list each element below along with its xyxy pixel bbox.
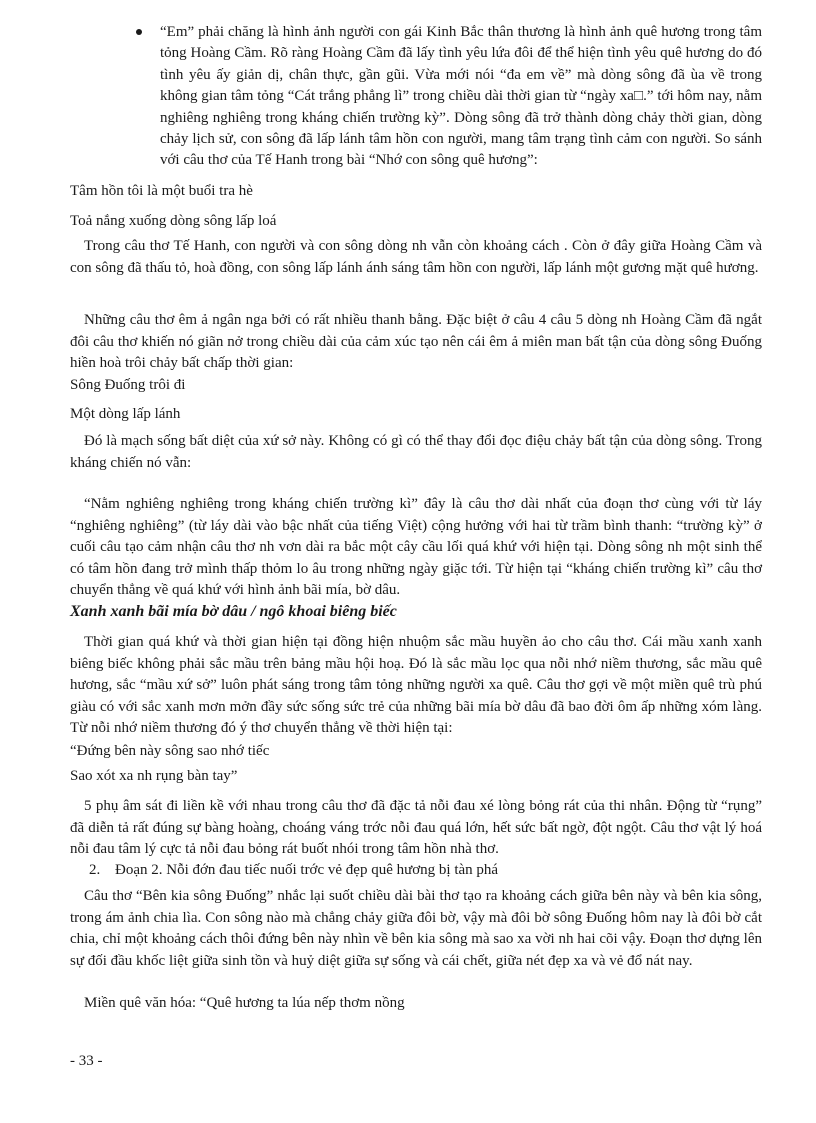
page-number: - 33 - (70, 1053, 103, 1069)
list-number: 2. (89, 862, 101, 878)
numbered-heading-text: Đoạn 2. Nỗi đớn đau tiếc nuối trớc vẻ đẹp quê hương bị tàn phá (115, 862, 499, 878)
verse-line: Sông Đuống trôi đi (70, 377, 186, 393)
paragraph: “Nằm nghiêng nghiêng trong kháng chiến trường kì” đây là câu thơ dài nhất của đoạn thơ cùng với từ láy “nghiêng nghiêng” (từ láy dài vào bậc nhất của tiếng Việt) cộng hưởng với hai từ trầm bình thanh: “trường kỳ” ở cuối câu tạo cảm nhận câu thơ nh vơn dài ra bắc một cây cầu lối quá khứ với hiện tại. Dòng sông nh một sinh thể có tâm hồn đang trở mình thấp thỏm lo âu trong những ngày giặc tới. Từ hiện tại “kháng chiến trường kì” câu thơ chuyển thẳng về quá khứ với hình ảnh bãi mía, bờ dâu. (70, 496, 762, 598)
paragraph: 5 phụ âm sát đi liền kề với nhau trong câu thơ đã đặc tả nỗi đau xé lòng bỏng rát của thi nhân. Động từ “rụng” đã diễn tả rất đúng sự bàng hoàng, choáng váng trớc nỗi đau quá lớn, hết sức bất ngờ, đột ngột. Câu thơ vật lý hoá nỗi đau tâm lý cực tả nỗi đau bỏng rát buốt nhói trong tâm hồn nhà thơ. (70, 798, 762, 857)
paragraph: Trong câu thơ Tế Hanh, con người và con sông dòng nh vẫn còn khoảng cách . Còn ở đây giữa Hoàng Cầm và con sông đã thấu tỏ, hoà đồng, con sông lấp lánh ánh sáng tâm hồn con người, lấp lánh một gương mặt quê hương. (70, 238, 762, 276)
bullet-text: “Em” phải chăng là hình ảnh người con gái Kinh Bắc thân thương là hình ảnh quê hương trong tâm tỏng Hoàng Cầm. Rõ ràng Hoàng Cầm đã lấy tình yêu lứa đôi để thể hiện tình yêu quê hương do đó tình yêu ấy giản dị, chân thực, gần gũi. Vừa mới nói “đa em về” mà dòng sông đã ùa về trong không gian tâm tỏng “Cát trắng phẳng lì” trong chiều dài thời gian từ “ngày xa□.” tới hôm nay, nằm nghiêng nghiêng trong kháng chiến trường kỳ”. Dòng sông đã trở thành dòng chảy thời gian, dòng chảy lịch sử, con sông đã lấp lánh tâm hồn con người, mang tâm trạng tình cảm con người. So sánh với câu thơ của Tế Hanh trong bài “Nhớ con sông quê hương”: (160, 24, 762, 169)
verse-line: Một dòng lấp lánh (70, 406, 181, 422)
verse-line: Tâm hồn tôi là một buổi tra hè (70, 183, 253, 199)
paragraph: Đó là mạch sống bất diệt của xứ sở này. Không có gì có thể thay đổi đọc điệu chảy bất tận của dòng sông. Trong kháng chiến nó vẫn: (70, 433, 762, 471)
paragraph: Thời gian quá khứ và thời gian hiện tại đồng hiện nhuộm sắc mầu huyền ảo cho câu thơ. Cái mầu xanh xanh biêng biếc không phải sắc mầu trên bảng mầu hội hoạ. Đó là sắc mầu lọc qua nỗi nhớ niềm thương, sắc mầu quê hương, sắc “mầu xứ sở” luôn phát sáng trong tâm tỏng những người xa quê. Câu thơ gợi về một miền quê trù phú giàu có với sắc xanh mơn mởn đầy sức sống sức trẻ của những bãi mía bờ dâu đã bao đời ôm ấp những xóm làng. Từ nỗi nhớ niềm thương đó ý thơ chuyển thẳng về thời hiện tại: (70, 634, 762, 736)
verse-line: Toả nắng xuống dòng sông lấp loá (70, 213, 277, 229)
verse-line: Sao xót xa nh rụng bàn tay” (70, 768, 238, 784)
paragraph: Những câu thơ êm ả ngân nga bởi có rất nhiều thanh bằng. Đặc biệt ở câu 4 câu 5 dòng nh Hoàng Cầm đã ngắt đôi câu thơ khiến nó giãn nở trong chiều dài của cảm xúc tạo nên cái êm ả miên man bất tận của dòng sông Đuống hiền hoà trôi chảy bất chấp thời gian: (70, 312, 762, 371)
numbered-heading (89, 860, 498, 881)
section-heading: Xanh xanh bãi mía bờ dâu / ngô khoai biêng biếc (70, 603, 397, 620)
paragraph: Câu thơ “Bên kia sông Đuống” nhắc lại suốt chiều dài bài thơ tạo ra khoảng cách giữa bên này và bên kia sông, trong ám ảnh chia lìa. Con sông nào mà chẳng chảy giữa đôi bờ, vậy mà đôi bờ sông Đuống hôm nay là đôi bờ cắt chia, chỉ một khoảng cách thôi đứng bên này nhìn về bên kia sông mà sao xa vời nh hai cõi vậy. Đoạn thơ dựng lên sự đối đầu khốc liệt giữa sinh tồn và huỷ diệt giữa sự sống và cái chết, giữa nét đẹp xa và vẻ đổ nát nay. (70, 888, 762, 969)
bullet-item (133, 22, 762, 172)
verse-line: “Đứng bên này sông sao nhớ tiếc (70, 743, 270, 759)
paragraph: Miền quê văn hóa: “Quê hương ta lúa nếp thơm nồng (84, 995, 405, 1011)
